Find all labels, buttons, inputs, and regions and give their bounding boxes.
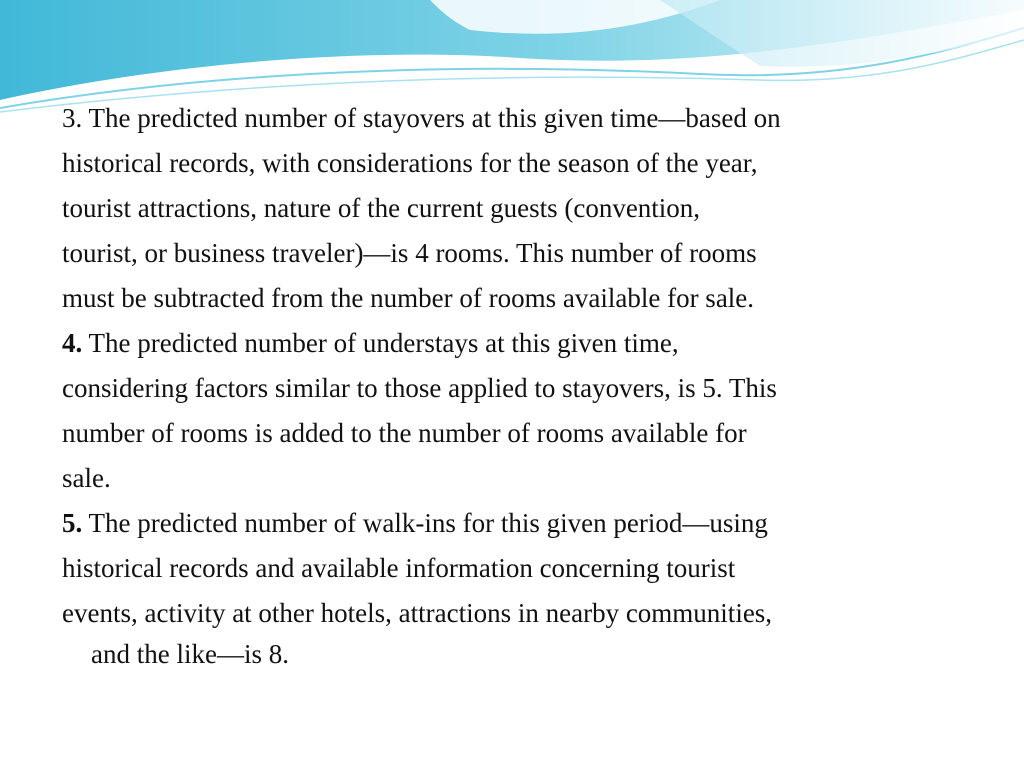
paragraph-3-number: 3. xyxy=(62,103,83,133)
paragraph-4-line-4: sale. xyxy=(62,463,111,493)
wave-band-right xyxy=(660,0,1024,67)
paragraph-3 xyxy=(62,96,962,321)
paragraph-4-line-1: The predicted number of understays at this given time, xyxy=(82,328,679,358)
paragraph-4-line-3: number of rooms is added to the number of rooms available for xyxy=(62,418,747,448)
paragraph-5 xyxy=(62,501,962,672)
paragraph-4-number: 4. xyxy=(62,328,83,358)
paragraph-5-line-3: events, activity at other hotels, attractions in nearby communities, xyxy=(62,598,773,628)
paragraph-3-line-4: tourist, or business traveler)—is 4 rooms. This number of rooms xyxy=(62,238,757,268)
paragraph-5-line-2: historical records and available information concerning tourist xyxy=(62,553,736,583)
paragraph-3-line-1: The predicted number of stayovers at this given time—based on xyxy=(82,103,781,133)
paragraph-5-number: 5. xyxy=(62,508,83,538)
paragraph-3-line-2: historical records, with considerations for the season of the year, xyxy=(62,148,758,178)
paragraph-4-line-2: considering factors similar to those applied to stayovers, is 5. This xyxy=(62,373,777,403)
paragraph-4 xyxy=(62,321,962,501)
paragraph-3-line-5: must be subtracted from the number of rooms available for sale. xyxy=(62,283,755,313)
body-text xyxy=(62,96,962,672)
paragraph-3-line-3: tourist attractions, nature of the current guests (convention, xyxy=(62,193,701,223)
paragraph-5-line-4: and the like—is 8. xyxy=(91,639,289,669)
paragraph-5-line-1: The predicted number of walk-ins for this given period—using xyxy=(82,508,768,538)
